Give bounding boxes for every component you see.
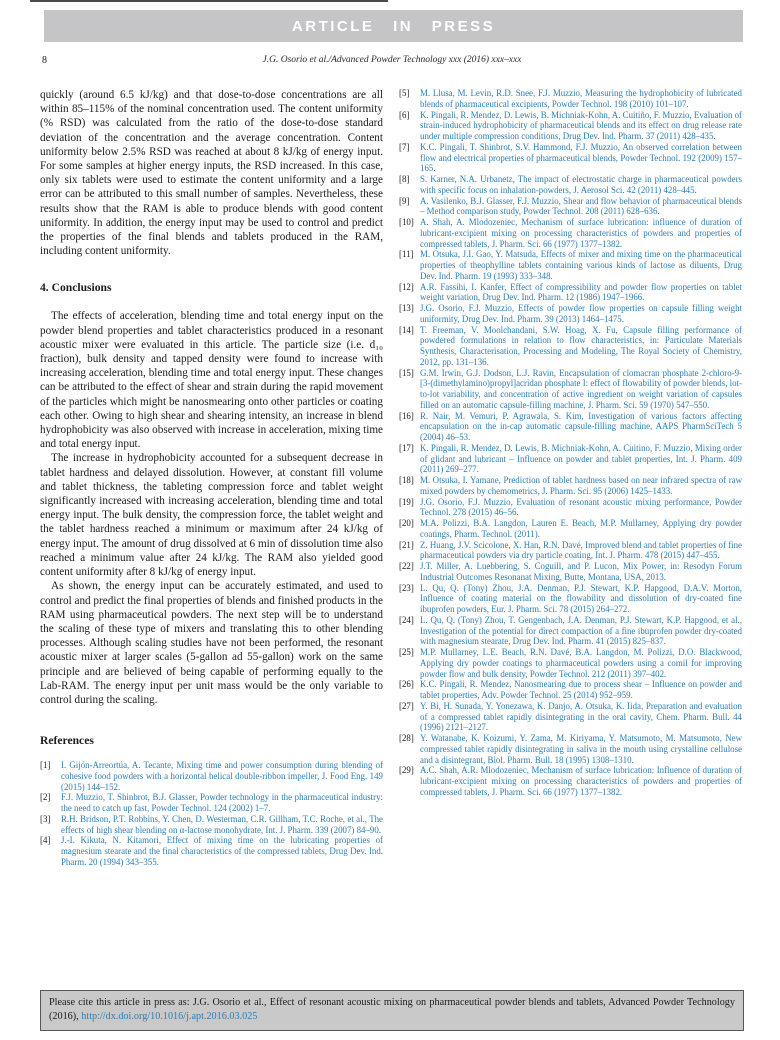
reference-link[interactable]: M.A. Polizzi, B.A. Langdon, Lauren E. Beach, M.P. Mullarney, Applying dry powder coatings, Pharm. Technol. (2011). (420, 518, 742, 539)
reference-link[interactable]: A. Shah, A. Mlodozeniec, Mechanism of surface lubrication: influence of duration of lubricant-excipient mixing on processing characteristics of powders and properties of compressed tablets, J. Pharm. Sci. 66 (1977) 1377–1382. (420, 217, 742, 249)
reference-link[interactable]: M. Otsuka, J.I. Gao, Y. Matsuda, Effects of mixer and mixing time on the pharmaceutical properties of theophylline tablets containing various kinds of lactose as diluents, Drug Dev. Ind. Pharm. 19 (1993) 333–348. (420, 249, 742, 281)
reference-item (399, 679, 742, 701)
reference-link[interactable]: S. Karner, N.A. Urbanetz, The impact of electrostatic charge in pharmaceutical powders with specific focus on inhalation-powders, J. Aerosol Sci. 42 (2011) 428–445. (420, 174, 742, 195)
reference-item (399, 249, 742, 281)
reference-link[interactable]: G.M. Irwin, G.J. Dodson, L.J. Ravin, Encapsulation of clomacran phosphate 2-chloro-9-[3-(dimethylamino)propyl]acridan phosphate I: effect of flowability of powder blends, lot-to-lot variability, and concentration of active ingredient on weight variation of capsules filled on an automatic capsule-filling machine, J. Pharm. Sci. 59 (1970) 547–550. (420, 367, 742, 410)
reference-item (40, 760, 383, 792)
doi-link[interactable]: http://dx.doi.org/10.1016/j.apt.2016.03.025 (81, 1011, 258, 1022)
reference-number: [6] (399, 109, 410, 120)
reference-number: [27] (399, 700, 414, 711)
left-column (40, 88, 383, 868)
reference-link[interactable]: L. Qu, Q. (Tony) Zhou, T. Gengenbach, J.A. Denman, P.J. Stewart, K.P. Hapgood, et al., Investigation of the potential for direct compaction of a fine ibuprofen powder dry-coated with magnesium stearate, Drug Dev. Ind. Pharm. 41 (2015) 825–837. (420, 614, 742, 647)
references-list-left (40, 760, 383, 868)
reference-number: [13] (399, 303, 414, 313)
reference-item (399, 174, 742, 196)
reference-item (399, 110, 742, 142)
reference-link[interactable]: A.C. Shah, A.R. Mlodozeniec, Mechanism of surface lubrication: Influence of duration of lubricant-excipient mixing on processing characteristics of powders and properties of compressed tablets, J. Pharm. Sci. 66 (1977) 1377–1382. (420, 765, 742, 797)
reference-number: [1] (40, 760, 51, 771)
right-column (399, 88, 742, 868)
reference-number: [8] (399, 174, 410, 184)
reference-link[interactable]: J.T. Miller, A. Luebbering, S. Coguill, and P. Lucon, Mix Power, in: Resodyn Forum Industrial Outcomes Resonanat Mixing, Butte, Montana, USA, 2013. (420, 561, 742, 582)
reference-item (399, 497, 742, 519)
reference-number: [7] (399, 141, 410, 152)
reference-number: [3] (40, 813, 51, 824)
reference-item (399, 561, 742, 583)
reference-link[interactable]: R. Nair, M. Vemuri, P. Agrawala, S. Kim, Investigation of various factors affecting encapsulation on the in-cap automatic capsule-filling machine, AAPS PharmSciTech 5 (2004) 46–53. (420, 410, 742, 442)
reference-number: [25] (399, 647, 414, 657)
reference-link[interactable]: K.C. Pingali, T. Shinbrot, S.V. Hammond, F.J. Muzzio, An observed correlation between flow and electrical properties of pharmaceutical blends, Powder Technol. 192 (2009) 157–165. (420, 141, 742, 174)
page-content (40, 88, 742, 868)
reference-link[interactable]: J.G. Osorio, F.J. Muzzio, Evaluation of resonant acoustic mixing performance, Powder Technol. 278 (2015) 46–56. (420, 496, 742, 518)
page-number: 8 (42, 55, 47, 66)
reference-link[interactable]: Z. Huang, J.V. Scicolone, X. Han, R.N. Davé, Improved blend and tablet properties of fine pharmaceutical powders via dry particle coating, Int. J. Pharm. 478 (2015) 447–455. (420, 539, 742, 561)
reference-item (399, 88, 742, 110)
conclusions-paragraph: The increase in hydrophobicity accounted for a subsequent decrease in tablet hardness and delayed dissolution. However, at constant fill volume and tablet thickness, the tableting compression force and tablet weight significantly increased with increasing acceleration, blending time and total energy input. The bulk density, the compression force, the tablet weight and the tablet hardness reached a minimum or maximum after 24 kJ/kg of energy input. The amount of drug dissolved at 6 min of dissolution time also reached a minimum value after 24 kJ/kg. The RAM also yielded good content uniformity after 8 kJ/kg of energy input. (40, 452, 383, 579)
reference-link[interactable]: J.-I. Kikuta, N. Kitamori, Effect of mixing time on the lubricating properties of magnesium stearate and the final characteristics of the compressed tablets, Drug Dev. Ind. Pharm. 20 (1994) 343–355. (61, 835, 383, 867)
reference-link[interactable]: A. Vasilenko, B.J. Glasser, F.J. Muzzio, Shear and flow behavior of pharmaceutical blends – Method comparison study, Powder Technol. 208 (2011) 628–636. (420, 195, 742, 217)
reference-number: [4] (40, 835, 51, 846)
reference-number: [20] (399, 518, 414, 528)
reference-item (399, 647, 742, 679)
reference-link[interactable]: M. Llusa, M. Levin, R.D. Snee, F.J. Muzzio, Measuring the hydrophobicity of lubricated blends of pharmaceutical excipients, Powder Technol. 198 (2010) 101–107. (420, 88, 742, 109)
scan-artifact-line (30, 0, 388, 2)
reference-item (399, 615, 742, 647)
conclusions-heading: 4. Conclusions (40, 281, 112, 295)
reference-link[interactable]: F.J. Muzzio, T. Shinbrot, B.J. Glasser, Powder technology in the pharmaceutical industry: the need to catch up fast, Powder Technol. 124 (2002) 1–7. (61, 792, 383, 814)
reference-item (399, 443, 742, 475)
reference-item (399, 583, 742, 615)
reference-link[interactable]: M.P. Mullarney, L.E. Beach, R.N. Davé, B.A. Langdon, M. Polizzi, D.O. Blackwood, Applying dry powder coatings to pharmaceutical powders using a comil for improving powder flow and bulk density, Powder Technol. 212 (2011) 397–402. (420, 647, 742, 679)
reference-number: [24] (399, 614, 414, 625)
reference-link[interactable]: K. Pingali, R. Mendez, D. Lewis, B. Michniak-Kohn, A. Cuitino, F. Muzzio, Mixing order of glidant and lubricant – Influence on powder and tablet properties, Int. J. Pharm. 409 (2011) 269–277. (420, 442, 742, 475)
reference-number: [22] (399, 561, 414, 571)
reference-number: [18] (399, 475, 414, 485)
reference-number: [23] (399, 582, 414, 593)
reference-number: [29] (399, 765, 414, 776)
reference-item (399, 765, 742, 797)
reference-number: [28] (399, 733, 414, 743)
reference-link[interactable]: L. Qu, Q. (Tony) Zhou, J.A. Denman, P.J. Stewart, K.P. Hapgood, D.A.V. Morton, Influence of coating material on the flowability and dissolution of dry-coated fine ibuprofen powders, Eur. J. Pharm. Sci. 78 (2015) 264–272. (420, 582, 742, 614)
reference-link[interactable]: K.C. Pingali, R. Mendez, Nanosmearing due to process shear – Influence on powder and tablet properties, Adv. Powder Technol. 25 (2014) 952–959. (420, 679, 742, 700)
conclusions-paragraph: As shown, the energy input can be accurately estimated, and used to control and predict the final properties of blends and finished products in the RAM using pharmaceutical powders. The next step will be to understand the scaling of these type of mixers and translating this to other blending processes. Although scaling studies have not been performed, the resonant acoustic mixer at larger scales (5-gallon ad 55-gallon) work on the same principle and are believed of being capable of performing equally to the Lab-RAM. The energy input per unit mass would be the only variable to control during the scaling. (40, 580, 383, 706)
reference-number: [11] (399, 249, 414, 260)
reference-item (399, 518, 742, 540)
reference-link[interactable]: Y. Bi, H. Sunada, Y. Yonezawa, K. Danjo, A. Otsuka, K. Iida, Preparation and evaluation of a compressed tablet rapidly disintegrating in the oral cavity, Chem. Pharm. Bull. 44 (1996) 2121–2127. (420, 700, 742, 733)
reference-number: [14] (399, 324, 414, 335)
reference-number: [15] (399, 367, 414, 378)
reference-link[interactable]: A.R. Fassihi, I. Kanfer, Effect of compressibility and powder flow properties on tablet weight variation, Drug Dev. Ind. Pharm. 12 (1986) 1947–1966. (420, 281, 742, 303)
conclusions-paragraph: The effects of acceleration, blending time and total energy input on the powder blend properties and tablet characteristics produced in a resonant acoustic mixer were evaluated in this article. The particle size (i.e. d₁₀ fraction), bulk density and tapped density were found to increase with increasing acceleration, blending time and total energy input. These changes can be attributed to the effect of shear and strain during the rapid movement of the particles which might be nanosmearing onto other particles or coating each other. Owing to high shear and shearing intensity, an increase in blend hydrophobicity was also observed with increase in acceleration, mixing time and total energy input. (40, 310, 383, 451)
reference-link[interactable]: K. Pingali, R. Mendez, D. Lewis, B. Michniak-Kohn, A. Cuitiño, F. Muzzio, Evaluation of strain-induced hydrophobicity of pharmaceutical blends and its effect on drug release rate under multiple compression conditions, Drug Dev. Ind. Pharm. 37 (2011) 428–435. (420, 109, 742, 141)
citation-box (40, 990, 744, 1031)
reference-item (399, 217, 742, 249)
reference-number: [2] (40, 792, 51, 803)
reference-item (399, 475, 742, 497)
reference-item (399, 368, 742, 411)
reference-link[interactable]: R.H. Bridson, P.T. Robbins, Y. Chen, D. Westerman, C.R. Gillham, T.C. Roche, et al., The effects of high shear blending on α-lactose monohydrate, Int. J. Pharm. 339 (2007) 84–90. (61, 813, 383, 835)
reference-item (399, 411, 742, 443)
reference-number: [5] (399, 88, 410, 98)
reference-link[interactable]: I. Gijón-Arreortúa, A. Tecante, Mixing time and power consumption during blending of cohesive food powders with a horizontal helical double-ribbon impeller, J. Food Eng. 149 (2015) 144–152. (61, 760, 383, 792)
conclusions-paragraphs (40, 309, 383, 707)
reference-number: [21] (399, 539, 414, 550)
reference-number: [10] (399, 217, 414, 227)
article-in-press-banner (44, 10, 743, 42)
reference-item (399, 733, 742, 765)
reference-item (40, 792, 383, 814)
running-head: J.G. Osorio et al./Advanced Powder Technology xxx (2016) xxx–xxx (262, 55, 522, 65)
intro-paragraph: quickly (around 6.5 kJ/kg) and that dose-to-dose concentrations are all within 85–115% of the nominal concentration used. The content uniformity (% RSD) was calculated from the ratio of the dose-to-dose standard deviation of the concentration and the average concentration. Content uniformity below 2.5% RSD was reached at about 8 kJ/kg of energy input. For some samples at higher energy inputs, the RSD increased. In this case, only six tablets were used to estimate the content uniformity and a large error can be attributed to this small number of samples. Nevertheless, these results show that the RAM is able to produce blends with good content uniformity. In addition, the energy input may be used to control and predict the properties of the final blends and tablets produced in the RAM, including content uniformity. (40, 89, 383, 258)
reference-link[interactable]: J.G. Osorio, F.J. Muzzio, Effects of powder flow properties on capsule filling weight uniformity, Drug Dev. Ind. Pharm. 39 (2013) 1464–1475. (420, 303, 742, 324)
reference-item (399, 325, 742, 368)
reference-link[interactable]: Y. Watanabe, K. Koizumi, Y. Zama, M. Kiriyama, Y. Matsumoto, M. Matsumoto, New compressed tablet rapidly disintegrating in saliva in the mouth using crystalline cellulose and a disintegrant, Biol. Pharm. Bull. 18 (1995) 1308–1310. (420, 733, 742, 765)
reference-item (40, 835, 383, 867)
reference-item (399, 540, 742, 562)
reference-number: [12] (399, 281, 414, 292)
citation-text: Please cite this article in press as: J.G. Osorio et al., Effect of resonant acoustic mixing on pharmaceutical powder blends and tablets, Advanced Powder Technology (2016), (49, 997, 735, 1022)
reference-number: [16] (399, 410, 414, 421)
references-list-right (399, 88, 742, 798)
references-heading: References (40, 734, 94, 748)
reference-item (399, 282, 742, 304)
reference-link[interactable]: T. Freeman, V. Moolchandani, S.W. Hoag, X. Fu, Capsule filling performance of powdered formulations in relation to flow characteristics, in: Particulate Materials Synthesis, Characterisation, Processing and Modeling, The Royal Society of Chemistry, 2012, pp. 131–136. (420, 324, 742, 367)
reference-item (399, 303, 742, 325)
reference-item (399, 142, 742, 174)
reference-number: [26] (399, 679, 414, 690)
reference-number: [9] (399, 195, 410, 206)
reference-number: [17] (399, 442, 414, 453)
banner-text: ARTICLE IN PRESS (291, 17, 496, 35)
reference-item (399, 701, 742, 733)
reference-link[interactable]: M. Otsuka, I. Yamane, Prediction of tablet hardness based on near infrared spectra of raw mixed powders by chemometrics, J. Pharm. Sci. 95 (2006) 1425–1433. (420, 475, 742, 496)
reference-item (399, 196, 742, 218)
reference-number: [19] (399, 496, 414, 507)
running-head-row (40, 55, 744, 65)
reference-item (40, 814, 383, 836)
